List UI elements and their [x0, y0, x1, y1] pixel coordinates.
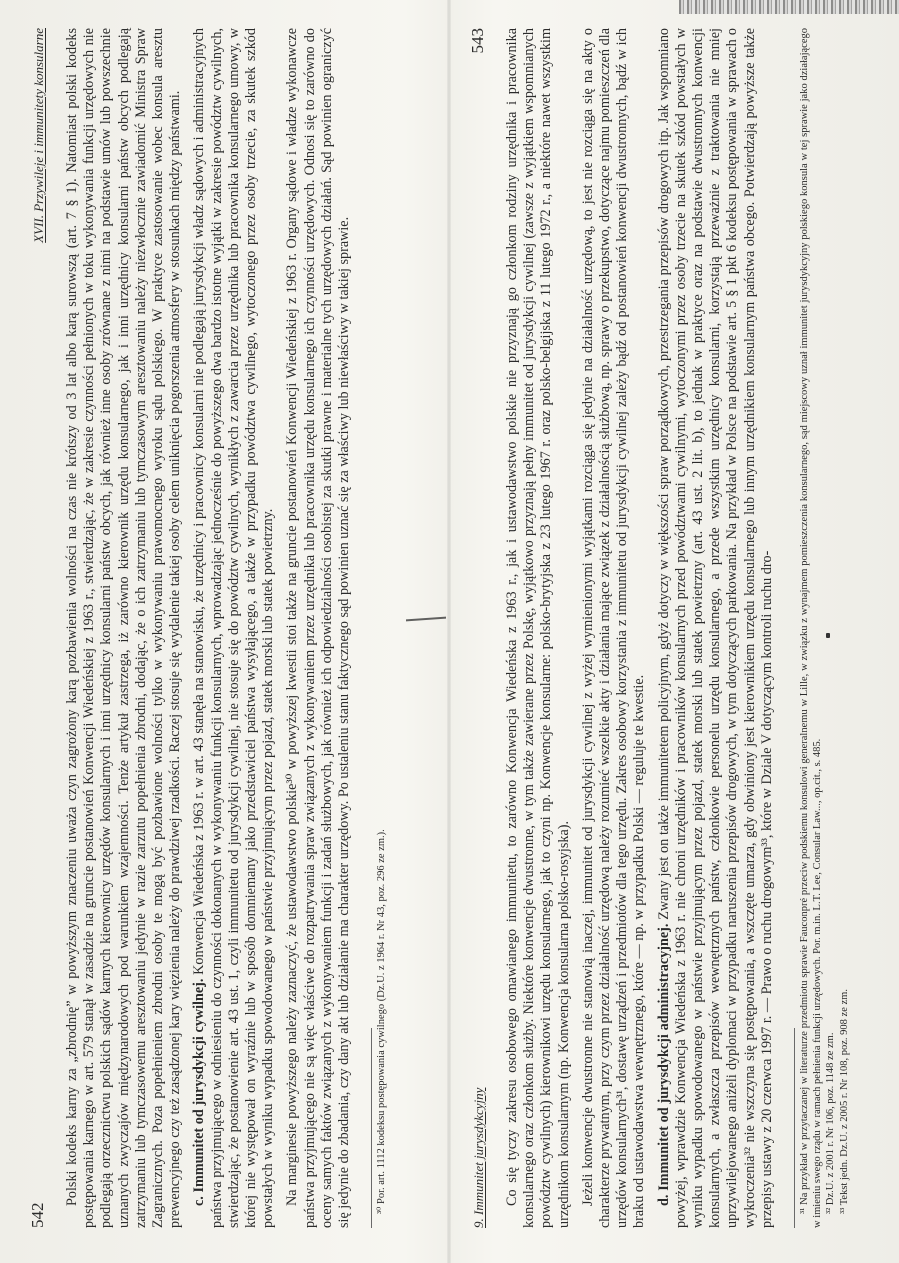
- paragraph: Co się tyczy zakresu osobowego omawianego immunitetu, to zarówno Konwencja Wiedeńska z 1963 r., jak i ustawodawstwo polskie nie przyznają go członkom rodziny urzędnika i pracownika konsularnego oraz członkom służby. Niektóre konwencje dwustronne, w tym także zawierane przez Polskę, wyjątkowo przyznają pełny immunitet od jurysdykcji cywilnej (zawsze z wyjątkiem wspomnianych powództw cywilnych) kierownikowi urzędu konsularnego, jak to czyni np. Konwencje konsularne: polsko-brytyjska z 23 lutego 1967 r. oraz polsko-belgijska z 11 lutego 1972 r., a niektóre nawet wszystkim urzędnikom konsularnym (np. Konwencja konsularna polsko-rosyjska).: [504, 28, 572, 1228]
- chapter-title: XVII. Przywileje i immunitety konsularne: [31, 28, 46, 243]
- footnote-32: ³² Dz.U. z 2001 r. Nr 106, poz. 1148 ze zm.: [825, 1032, 837, 1214]
- section-c-paragraph: [191, 28, 277, 1228]
- page-542: [28, 28, 433, 1228]
- footnote-33: ³³ Tekst jedn. Dz.U. z 2005 r. Nr 108, poz. 908 ze zm.: [838, 989, 850, 1214]
- footnote-30: ³⁰ Por. art. 1112 kodeksu postępowania cywilnego (Dz.U. z 1964 r. Nr 43, poz. 296 ze zm.).: [376, 829, 388, 1214]
- footnote-31: ³¹ Na przykład w przytaczanej w literaturze przedmiotu sprawie Fauconpré przeciw podskiemu konsulowi generalnemu w Lille, w związku z wynajmem pomieszczenia konsularnego, sąd miejscowy uznał immunitet jurysdykcyjny polskiego konsula w tej sprawie jako działającego w imieniu swego rządu w ramach pełnienia funkcji urzędowych. Por. m.in. L.T. Lee, Consular Law..., op.cit., s. 485.: [799, 28, 823, 1228]
- paragraph: Na marginesie powyższego należy zaznaczyć, że ustawodawstwo polskie³⁰ w powyższej kwestii stoi także na gruncie postanowień Konwencji Wiedeńskiej z 1963 r. Organy sądowe i władze wykonawcze państwa przyjmującego nie są więc właściwe do rozpatrywania spraw związanych z wykonywaniem przez urzędnika lub pracownika urzędu konsularnego ich czynności urzędowych. Odnosi się to zarówno do oceny samych faktów związanych z wykonywaniem funkcji i zadań służbowych, jak również ich odpowiedzialności osobistej za skutki prawne i materialne tych urzędowych działań. Sąd powinien ograniczyć się jedynie do zbadania, czy dany akt lub działanie ma charakter urzędowy. Po ustaleniu stanu faktycznego sąd powinien uznać się za właściwy lub niewłaściwy w takiej sprawie.: [284, 28, 353, 1228]
- page-number: 542: [28, 1202, 47, 1228]
- paragraph: Jeżeli konwencje dwustronne nie stanowią inaczej, immunitet od jurysdykcji cywilnej z wyżej wymienionymi wyjątkami rozciąga się jedynie na działalność urzędową, to jest nie rozciąga się na akty o charakterze prywatnym, przy czym przez działalność urzędową należy rozumieć wszelkie akty i działania mające związek z działalnością służbową, np. sprawy o przekupstwo, dotyczące najmu pomieszczeń dla urzędów konsularnych³¹, dostawę urządzeń i przedmiotów dla tego urzędu. Zakres osobowy korzystania z immunitetu od jurysdykcji cywilnej zależy bądź od postanowień konwencji dwustronnych, bądź w ich braku od ustawodawstwa wewnętrznego, które — np. w przypadku Polski — reguluje te kwestie.: [579, 28, 648, 1228]
- book-gutter: [447, 0, 451, 1263]
- footnotes: [790, 28, 851, 1228]
- page-543: [468, 28, 873, 1228]
- page-number: 543: [468, 28, 487, 54]
- page-body: [64, 28, 353, 1228]
- section-c-text: Konwencja Wiedeńska z 1963 r. w art. 43 stanęła na stanowisku, że urzędnicy i pracownicy konsularni nie podlegają jurysdykcji władz sądowych i administracyjnych państwa przyjmującego w odniesieniu do czynności dokonanych w wykonywaniu funkcji konsularnych, wprowadzając jednocześnie do powyższego dwa bardzo istotne wyjątki w zakresie powództw cywilnych, stwierdzając, że postanowienie art. 43 ust. 1, czyli immunitetu od jurysdykcji cywilnej, nie stosuje się do powództw cywilnych, wynikłych z zawarcia przez urzędnika lub pracownika konsularnego umowy, w której nie występował on wyraźnie lub w sposób domniemany jako przedstawiciel państwa wysyłającego, a także w przypadku powództwa cywilnego, wytoczonego przez osoby trzecie, za skutek szkód powstałych w wyniku wypadku spowodowanego w państwie przyjmującym przez pojazd, statek morski lub statek powietrzny.: [191, 28, 277, 1228]
- running-head: [468, 28, 490, 1228]
- section-d-heading: d. Immunitet od jurysdykcji administracyjnej.: [655, 923, 672, 1206]
- paragraph: Polski kodeks karny za „zbrodnię” w powyższym znaczeniu uważa czyn zagrożony karą pozbawienia wolności na czas nie krótszy od 3 lat albo karą surowszą (art. 7 § 1). Natomiast polski kodeks postępowania karnego w art. 579 stanął w zasadzie na gruncie postanowień Konwencji Wiedeńskiej z 1963 r., stwierdzając, że w zakresie czynności pełnionych w toku wykonywania funkcji urzędowych nie podlegają orzecznictwu polskich sądów karnych kierownicy urzędów konsularnych i inni urzędnicy konsularni państw obcych, jak również inne osoby zrównane z nimi na podstawie umów lub powszechnie uznanych zwyczajów międzynarodowych pod warunkiem wzajemności. Tenże artykuł zastrzega, iż zarówno kierownik urzędu konsularnego, jak i inni urzędnicy konsularni państw obcych podlegają zatrzymaniu lub tymczasowemu aresztowaniu jedynie w razie zarzutu popełnienia zbrodni, dodając, że o ich zatrzymaniu lub tymczasowym aresztowaniu należy niezwłocznie zawiadomić Ministra Spraw Zagranicznych. Poza popełnieniem zbrodni osoby te mogą być pozbawione wolności tylko w wykonywaniu prawomocnego wyroku sądu polskiego. W praktyce zastosowanie wobec konsula aresztu prewencyjnego czy też zasądzonej kary więzienia należy do prawdziwej rzadkości. Raczej stosuje się wydalenie takiej osoby celem uniknięcia pogorszenia atmosfery w stosunkach między państwami.: [64, 28, 184, 1228]
- section-c-heading: c. Immunitet od jurysdykcji cywilnej.: [191, 978, 208, 1206]
- section-d-paragraph: [656, 28, 776, 1228]
- footnote-rule: [371, 1028, 372, 1228]
- footnote-rule: [794, 1028, 795, 1228]
- section-d-text: Zwany jest on także immunitetem policyjnym, gdyż dotyczy w większości spraw porządkowych, przestrzegania przepisów drogowych itp. Jak wspomniano powyżej, wprawdzie Konwencja Wiedeńska z 1963 r. nie chroni urzędników i pracowników konsularnych przed powództwami cywilnymi, wytoczonymi przez osoby trzecie na skutek szkód powstałych w wyniku wypadku spowodowanego w państwie przyjmującym przez pojazd, statek morski lub statek powietrzny (art. 43 ust. 2 lit. b), to jednak w praktyce oraz na podstawie dwustronnych konwencji konsularnych, a zwłaszcza przepisów wewnętrznych państw, członkowie personelu urzędu konsularnego, a przede wszystkim urzędnicy konsularni, korzystają przeważnie z traktowania nie mniej uprzywilejowanego aniżeli dyplomaci w przypadku naruszenia przepisów drogowych, w tym dotyczących parkowania. Na przykład w Polsce na podstawie art. 5 § 1 pkt 6 kodeksu postępowania w sprawach o wykroczenia³² nie wszczyna się postępowania, a wszczęte umarza, gdy obwiniony jest kierownikiem urzędu konsularnego lub innym urzędnikiem konsularnym państwa obcego. Potwierdzają powyższe także przepisy ustawy z 20 czerwca 1997 r. — Prawo o ruchu drogowym³³, które w Dziale V dotyczącym kontroli ruchu dro-: [655, 27, 775, 1228]
- scanner-noise-strip: [679, 0, 899, 14]
- page-body: [504, 28, 776, 1228]
- footnotes: [367, 28, 389, 1228]
- section-title: 9. Immunitet jurysdykcyjny: [471, 1087, 486, 1228]
- running-head: [28, 28, 50, 1228]
